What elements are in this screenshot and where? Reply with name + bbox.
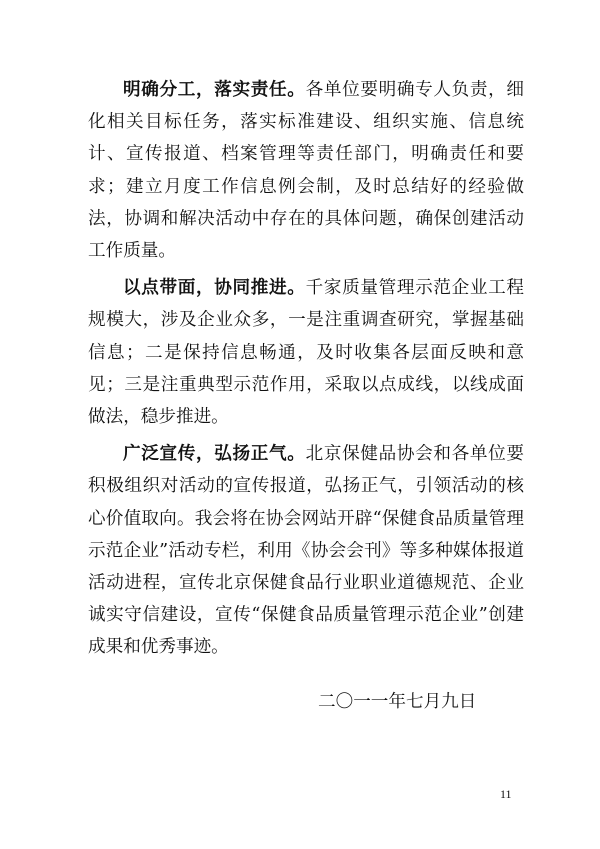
paragraph-lead: 广泛宣传，弘扬正气。: [123, 444, 306, 465]
paragraph-coordination: [88, 272, 524, 433]
paragraph-lead: 明确分工，落实责任。: [123, 80, 306, 100]
paragraph-responsibility: [88, 74, 524, 267]
page-number: 11: [500, 787, 512, 801]
paragraph-text: 千家质量管理示范企业工程规模大，涉及企业众多，一是注重调查研究，掌握基础信息；二是保持信息畅通，及时收集各层面反映和意见；三是注重典型示范作用，采取以点成线，以线成面做法，稳步推进。: [88, 278, 524, 428]
paragraph-text: 各单位要明确专人负责，细化相关目标任务，落实标准建设、组织实施、信息统计、宣传报道、档案管理等责任部门，明确责任和要求；建立月度工作信息例会制，及时总结好的经验做法，协调和解决活动中存在的具体问题，确保创建活动工作质量。: [88, 80, 524, 262]
paragraph-lead: 以点带面，协同推进。: [123, 278, 306, 299]
paragraph-publicity: [88, 438, 524, 663]
paragraph-text: 北京保健品协会和各单位要积极组织对活动的宣传报道，弘扬正气，引领活动的核心价值取向。我会将在协会网站开辟“保健食品质量管理示范企业”活动专栏，利用《协会会刊》等多种媒体报道活动进程，宣传北京保健食品行业职业道德规范、企业诚实守信建设，宣传“保健食品质量管理示范企业”创建成果和优秀事迹。: [88, 444, 524, 658]
document-date: 二〇一一年七月九日: [318, 692, 477, 712]
document-body: [88, 74, 524, 664]
